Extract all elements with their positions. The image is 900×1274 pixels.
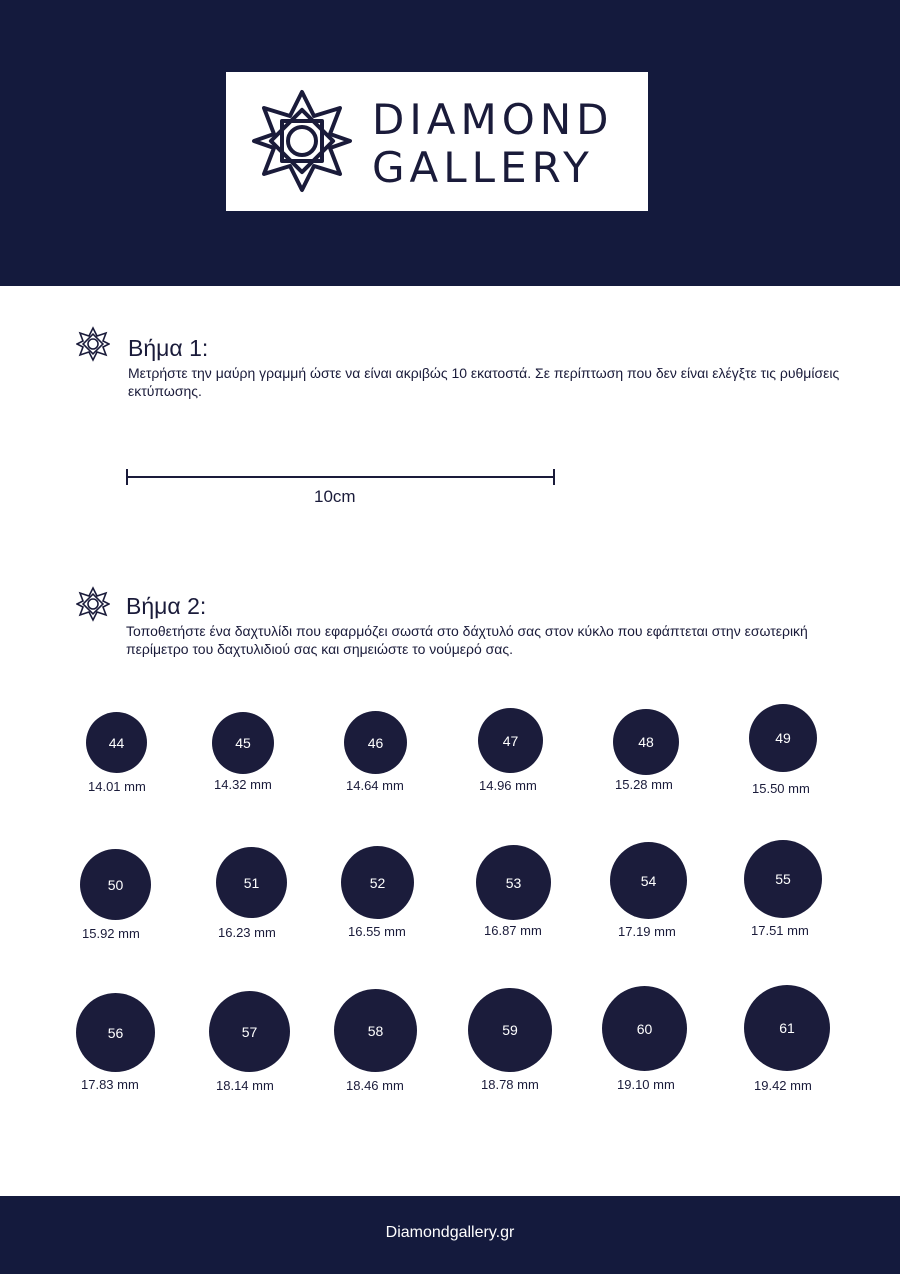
step-1-description: Μετρήστε την μαύρη γραμμή ώστε να είναι ακριβώς 10 εκατοστά. Σε περίπτωση που δεν είναι ελέγξτε τις ρυθμίσεις εκτύπωσης.: [128, 365, 840, 399]
brand-name: [372, 96, 614, 192]
ring-circle: 57: [209, 991, 290, 1072]
ring-circle: 48: [613, 709, 679, 775]
ring-circle: 59: [468, 988, 552, 1072]
ring-mm-label: 17.83 mm: [81, 1077, 139, 1092]
ring-mm-label: 18.78 mm: [481, 1077, 539, 1092]
brand-line-2: GALLERY: [372, 143, 594, 192]
ring-circle: 49: [749, 704, 817, 772]
ring-mm-label: 14.64 mm: [346, 778, 404, 793]
ring-circle: 51: [216, 847, 287, 918]
ruler-10cm: [126, 468, 556, 486]
diamond-star-icon: [76, 326, 110, 362]
diamond-star-icon: [76, 586, 110, 622]
ring-mm-label: 14.96 mm: [479, 778, 537, 793]
header-banner: [0, 0, 900, 286]
brand-line-1: DIAMOND: [372, 95, 614, 144]
ring-mm-label: 16.55 mm: [348, 924, 406, 939]
step-2-description: Τοποθετήστε ένα δαχτυλίδι που εφαρμόζει σωστά στο δάχτυλό σας στον κύκλο που εφάπτεται στην εσωτερική περίμετρο του δαχτυλιδιού σας και σημειώστε το νούμερό σας.: [126, 623, 808, 657]
ring-mm-label: 18.46 mm: [346, 1078, 404, 1093]
ring-mm-label: 15.50 mm: [752, 781, 810, 796]
ring-circle: 53: [476, 845, 551, 920]
ring-mm-label: 14.01 mm: [88, 779, 146, 794]
ring-circle: 56: [76, 993, 155, 1072]
website-link[interactable]: Diamondgallery.gr: [385, 1224, 515, 1241]
ring-circle: 58: [334, 989, 417, 1072]
ring-circle: 60: [602, 986, 687, 1071]
ring-circle: 61: [744, 985, 830, 1071]
step-2-title: Βήμα 2:: [126, 593, 207, 619]
ring-circle: 55: [744, 840, 822, 918]
ring-circle: 46: [344, 711, 407, 774]
ring-circle: 54: [610, 842, 687, 919]
ring-mm-label: 18.14 mm: [216, 1078, 274, 1093]
ring-mm-label: 15.28 mm: [615, 777, 673, 792]
step-1-title: Βήμα 1:: [128, 335, 209, 361]
ring-circle: 52: [341, 846, 414, 919]
logo: [226, 72, 648, 211]
ring-mm-label: 19.10 mm: [617, 1077, 675, 1092]
ring-circle: 50: [80, 849, 151, 920]
footer-banner: [0, 1196, 900, 1274]
ring-circle: 47: [478, 708, 543, 773]
ring-mm-label: 16.23 mm: [218, 925, 276, 940]
ring-mm-label: 17.19 mm: [618, 924, 676, 939]
ring-mm-label: 16.87 mm: [484, 923, 542, 938]
ruler-label: 10cm: [314, 487, 356, 506]
diamond-star-icon: [250, 86, 354, 196]
ring-circle: 45: [212, 712, 274, 774]
ring-mm-label: 17.51 mm: [751, 923, 809, 938]
ring-mm-label: 19.42 mm: [754, 1078, 812, 1093]
ring-circle: 44: [86, 712, 147, 773]
ring-mm-label: 14.32 mm: [214, 777, 272, 792]
ring-mm-label: 15.92 mm: [82, 926, 140, 941]
